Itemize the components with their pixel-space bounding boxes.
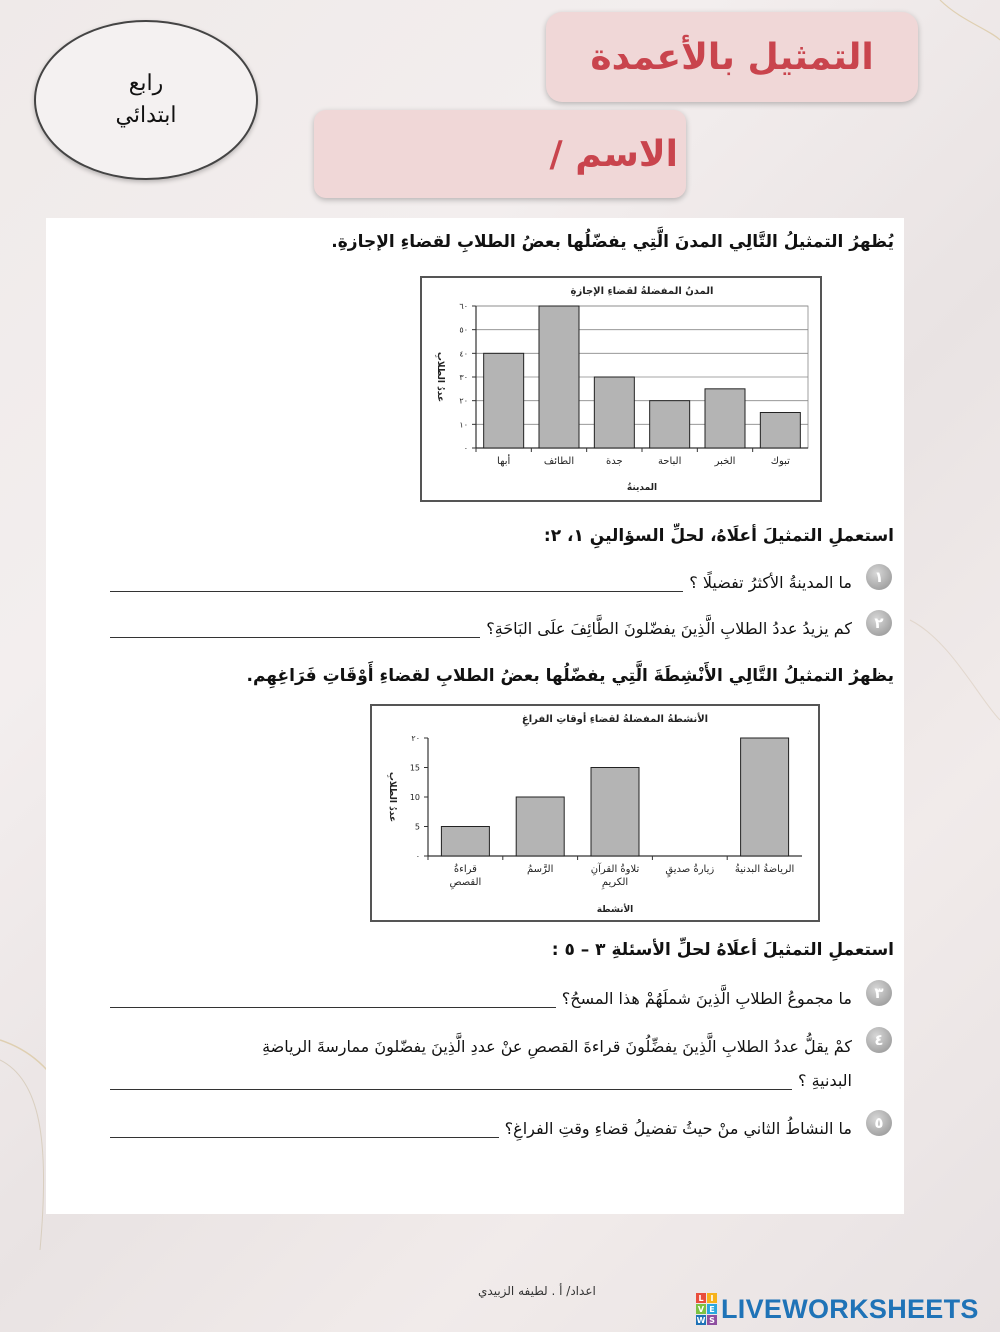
question-text-5: ما النشاطُ الثاني منْ حيثُ تفضيلُ قضاءِ وقتِ الفراغِ؟ [504,1119,852,1138]
category-label: الرَّسمُ [527,864,554,875]
y-tick-label: 15 [409,763,420,773]
answer-input-1[interactable] [110,564,683,592]
chart-activities-frame [370,704,820,922]
grade-line-1: رابع [128,71,164,96]
question-text-2: كم يزيدُ عددُ الطلابِ الَّذِينَ يفضّلونَ الطَّائِفَ علَى البَاحَةِ؟ [486,619,852,638]
answer-input-4[interactable] [110,1062,792,1090]
student-name-box [314,110,686,198]
y-tick-label: ٠ [415,852,420,861]
category-label: زيارةُ صديقٍ [665,864,715,875]
section2-intro: يظهرُ التمثيلُ التَّالِي الأَنْشِطَةَ الَّتِي يفضّلُها بعضُ الطلابِ لقضاءِ أَوْقَاتِ فَرَاغِهِم. [246,666,894,686]
bar-3 [594,377,634,448]
chart-activities [372,706,818,920]
y-tick-label: ٦٠ [459,302,468,311]
y-tick-label: ٥٠ [459,325,468,335]
question-number-1: ١ [866,564,892,590]
category-label: الرياضةُ البدنيةُ [734,864,795,875]
liveworksheets-badge-icon: L I V E W S [696,1293,717,1325]
question-text-1: ما المدينةُ الأكثرُ تفضيلًا ؟ [689,573,852,592]
y-tick-label: ٠ [463,444,468,453]
y-tick-label: ٢٠ [459,396,468,406]
question-row-4 [110,1024,892,1056]
y-axis-label: عددُ الطلابِ [387,771,397,823]
answer-input-2[interactable] [110,610,480,638]
bar-3 [591,768,639,857]
bar-4 [650,401,690,448]
bar-1 [484,353,524,448]
question-number-3: ٣ [866,980,892,1006]
section1-instruction: استعملِ التمثيلَ أعلَاهُ، لحلِّ السؤالينِ ١، ٢: [543,526,894,546]
y-tick-label: ٤٠ [459,349,468,359]
y-axis-label: عددُ الطلابِ [435,351,445,403]
worksheet-title: التمثيل بالأعمدة [590,36,874,78]
category-label: جدة [605,456,623,467]
category-label: القصصِ [449,877,482,888]
worksheet-title-box [546,12,918,102]
chart-title: المدنُ المفضلةُ لقضاءِ الإجازةِ [570,286,714,297]
chart-cities [422,278,820,500]
bar-2 [516,797,564,856]
footer-credit: اعداد/ أ . لطيفه الزبيدي [478,1284,596,1298]
liveworksheets-brand: LIVEWORKSHEETS [721,1293,979,1324]
question-row-3 [110,978,892,1008]
y-tick-label: ١٠ [459,420,468,430]
category-label: الطائف [543,456,575,467]
y-tick-label: ٣٠ [459,373,468,382]
question-text-3: ما مجموعُ الطلابِ الَّذِينَ شملَهُمْ هذا المسحُ؟ [561,989,852,1008]
chart-cities-frame [420,276,822,502]
category-label: الباحة [657,456,682,467]
question-text-4-cont: البدنيةِ ؟ [798,1071,852,1090]
category-label: الكريمِ [601,877,629,888]
category-label: تبوك [770,456,790,467]
question-text-4: كمْ يقلُّ عددُ الطلابِ الَّذِينَ يفضِّلُونَ قراءةَ القصصِ عنْ عددِ الَّذِينَ يفضّلونَ ممارسةَ الرياضةِ [262,1037,852,1056]
answer-input-3[interactable] [110,980,556,1008]
section1-intro: يُظهرُ التمثيلُ التَّالِي المدنَ الَّتِي يفضّلُها بعضُ الطلابِ لقضاءِ الإجازةِ. [331,232,894,252]
question-row-2 [110,608,892,638]
question-row-5 [110,1108,892,1138]
grade-line-2: ابتدائي [115,103,177,128]
liveworksheets-logo[interactable] [696,1292,979,1326]
bar-1 [441,827,489,857]
category-label: تلاوةُ القرآنِ [590,864,640,875]
bar-5 [741,738,789,856]
question-row-4-cont [110,1060,892,1090]
question-number-2: ٢ [866,610,892,636]
question-number-5: ٥ [866,1110,892,1136]
bar-5 [705,389,745,448]
bar-6 [760,413,800,449]
x-axis-label: الأنشطة [596,905,634,915]
section2-instruction: استعملِ التمثيلَ أعلَاهُ لحلِّ الأسئلةِ ٣ – ٥ : [551,940,894,960]
answer-input-5[interactable] [110,1110,499,1138]
y-tick-label: ٢٠ [411,734,420,743]
name-label: الاسم / [549,133,678,175]
worksheet-sheet [46,218,904,1214]
chart-title: الأنشطةُ المفضلةُ لقضاءِ أوقاتِ الفراغِ [521,714,709,725]
category-label: أبها [497,456,511,467]
bar-2 [539,306,579,448]
y-tick-label: 5 [414,822,420,832]
grade-oval [34,20,258,180]
category-label: الخبر [714,456,736,467]
question-number-4: ٤ [866,1027,892,1053]
x-axis-label: المدينةُ [626,483,658,493]
question-row-1 [110,562,892,592]
y-tick-label: 10 [409,793,420,802]
category-label: قراءةُ [453,864,477,875]
